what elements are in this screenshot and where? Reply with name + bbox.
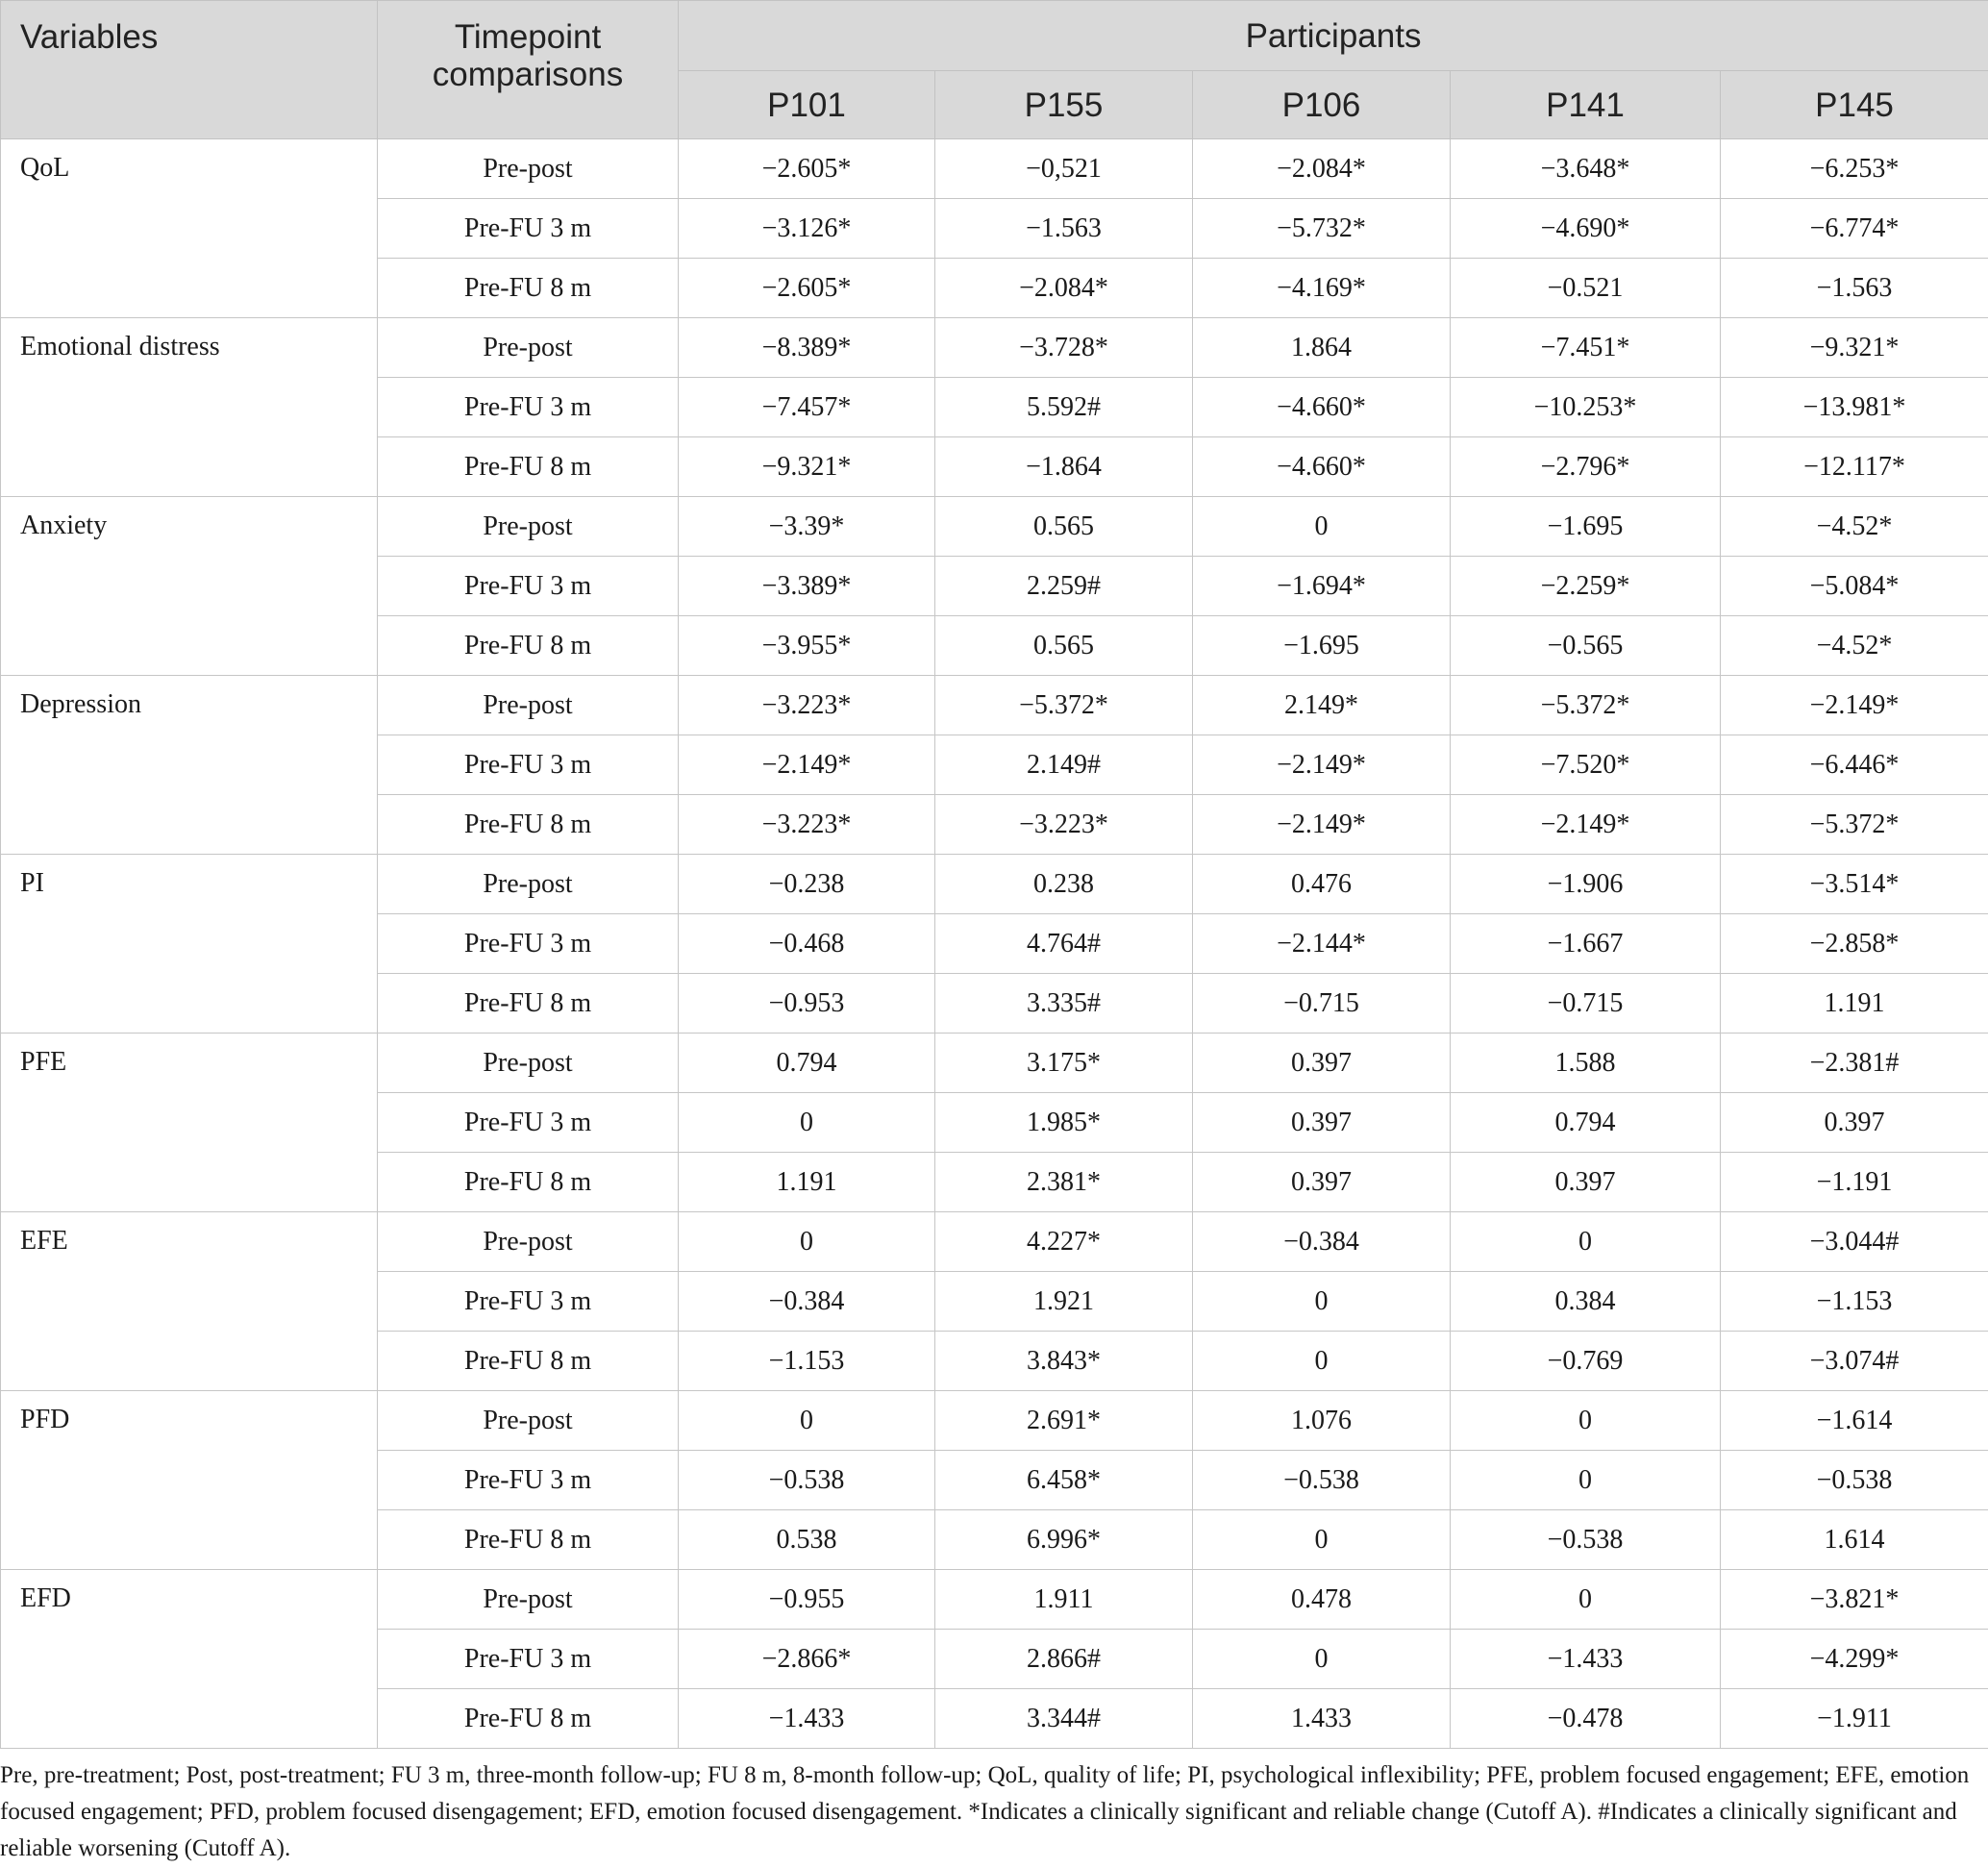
- table-row: [1, 676, 1988, 735]
- value-cell: −2.381#: [1721, 1034, 1988, 1093]
- value-cell: 0.794: [679, 1034, 935, 1093]
- timepoint-label: Pre-FU 8 m: [378, 1332, 679, 1391]
- value-cell: 0.397: [1193, 1034, 1451, 1093]
- variable-name: QoL: [1, 139, 378, 318]
- value-cell: −0.384: [1193, 1212, 1451, 1272]
- table-row: [1, 1212, 1988, 1272]
- variable-name: Emotional distress: [1, 318, 378, 497]
- table-row: [1, 1570, 1988, 1630]
- header-participants: Participants: [679, 1, 1988, 71]
- value-cell: −9.321*: [679, 437, 935, 497]
- value-cell: −0.538: [1721, 1451, 1988, 1510]
- variable-name: Depression: [1, 676, 378, 855]
- value-cell: 2.149*: [1193, 676, 1451, 735]
- value-cell: 0.397: [1451, 1153, 1721, 1212]
- value-cell: −0.468: [679, 914, 935, 974]
- timepoint-label: Pre-FU 8 m: [378, 616, 679, 676]
- timepoint-label: Pre-FU 8 m: [378, 974, 679, 1034]
- value-cell: −1.695: [1451, 497, 1721, 557]
- value-cell: −0.538: [1193, 1451, 1451, 1510]
- timepoint-label: Pre-FU 3 m: [378, 1272, 679, 1332]
- value-cell: −9.321*: [1721, 318, 1988, 378]
- timepoint-label: Pre-FU 3 m: [378, 735, 679, 795]
- value-cell: −5.372*: [935, 676, 1193, 735]
- value-cell: 0.397: [1193, 1153, 1451, 1212]
- timepoint-label: Pre-FU 8 m: [378, 1510, 679, 1570]
- value-cell: −10.253*: [1451, 378, 1721, 437]
- timepoint-label: Pre-post: [378, 139, 679, 199]
- value-cell: −2.149*: [1721, 676, 1988, 735]
- table-row: [1, 1391, 1988, 1451]
- value-cell: 0: [1451, 1451, 1721, 1510]
- header-timepoint-comparisons: Timepoint comparisons: [378, 1, 679, 139]
- value-cell: 3.344#: [935, 1689, 1193, 1749]
- value-cell: 0.478: [1193, 1570, 1451, 1630]
- value-cell: −3.223*: [679, 676, 935, 735]
- timepoint-label: Pre-FU 8 m: [378, 1689, 679, 1749]
- timepoint-label: Pre-FU 3 m: [378, 1630, 679, 1689]
- value-cell: 0: [679, 1391, 935, 1451]
- value-cell: −1.191: [1721, 1153, 1988, 1212]
- header-participant-p106: P106: [1193, 71, 1451, 139]
- value-cell: 0.384: [1451, 1272, 1721, 1332]
- value-cell: −1.906: [1451, 855, 1721, 914]
- value-cell: −8.389*: [679, 318, 935, 378]
- value-cell: 0.238: [935, 855, 1193, 914]
- value-cell: −0.953: [679, 974, 935, 1034]
- value-cell: −2.259*: [1451, 557, 1721, 616]
- value-cell: 2.149#: [935, 735, 1193, 795]
- value-cell: −5.372*: [1721, 795, 1988, 855]
- value-cell: 1.864: [1193, 318, 1451, 378]
- timepoint-label: Pre-FU 3 m: [378, 199, 679, 259]
- value-cell: 5.592#: [935, 378, 1193, 437]
- timepoint-label: Pre-FU 3 m: [378, 1093, 679, 1153]
- value-cell: −2.866*: [679, 1630, 935, 1689]
- timepoint-label: Pre-post: [378, 1391, 679, 1451]
- timepoint-label: Pre-FU 8 m: [378, 259, 679, 318]
- timepoint-label: Pre-FU 3 m: [378, 1451, 679, 1510]
- value-cell: −3.223*: [935, 795, 1193, 855]
- value-cell: 2.259#: [935, 557, 1193, 616]
- value-cell: −1.667: [1451, 914, 1721, 974]
- value-cell: −3.514*: [1721, 855, 1988, 914]
- value-cell: −0.238: [679, 855, 935, 914]
- timepoint-label: Pre-post: [378, 497, 679, 557]
- value-cell: −5.084*: [1721, 557, 1988, 616]
- value-cell: −2.796*: [1451, 437, 1721, 497]
- value-cell: 0: [679, 1212, 935, 1272]
- header-variables: Variables: [1, 1, 378, 139]
- value-cell: 2.381*: [935, 1153, 1193, 1212]
- value-cell: −0.565: [1451, 616, 1721, 676]
- value-cell: −13.981*: [1721, 378, 1988, 437]
- value-cell: −3.648*: [1451, 139, 1721, 199]
- table-footnote: Pre, pre-treatment; Post, post-treatment; FU 3 m, three-month follow-up; FU 8 m, 8-month follow-up; QoL, quality of life; PI, psychological inflexibility; PFE, problem focused engagement; EFE, emotion focused engagement; PFD, problem focused disengagement; EFD, emotion focused disengagement. *Indicates a clinically significant and reliable change (Cutoff A). #Indicates a clinically significant and reliable worsening (Cutoff A).: [0, 1762, 1970, 1861]
- header-participant-p141: P141: [1451, 71, 1721, 139]
- value-cell: 0: [1193, 1332, 1451, 1391]
- value-cell: 0: [1193, 1510, 1451, 1570]
- value-cell: 4.227*: [935, 1212, 1193, 1272]
- header-participant-p155: P155: [935, 71, 1193, 139]
- table-row: [1, 855, 1988, 914]
- table-row: [1, 139, 1988, 199]
- value-cell: 1.911: [935, 1570, 1193, 1630]
- value-cell: −1.433: [679, 1689, 935, 1749]
- value-cell: −2.149*: [679, 735, 935, 795]
- value-cell: −2.084*: [935, 259, 1193, 318]
- timepoint-label: Pre-post: [378, 676, 679, 735]
- value-cell: −4.52*: [1721, 497, 1988, 557]
- value-cell: −2.149*: [1193, 795, 1451, 855]
- value-cell: −4.690*: [1451, 199, 1721, 259]
- variable-name: PFE: [1, 1034, 378, 1212]
- value-cell: −1.153: [679, 1332, 935, 1391]
- value-cell: 0.397: [1193, 1093, 1451, 1153]
- timepoint-label: Pre-FU 8 m: [378, 795, 679, 855]
- table-row: [1, 1034, 1988, 1093]
- table-header: [1, 1, 1988, 139]
- value-cell: −2.149*: [1193, 735, 1451, 795]
- value-cell: 1.433: [1193, 1689, 1451, 1749]
- timepoint-label: Pre-FU 8 m: [378, 1153, 679, 1212]
- value-cell: −1.563: [1721, 259, 1988, 318]
- value-cell: 0.565: [935, 616, 1193, 676]
- value-cell: −4.52*: [1721, 616, 1988, 676]
- value-cell: 1.191: [1721, 974, 1988, 1034]
- value-cell: −1.563: [935, 199, 1193, 259]
- value-cell: 0.397: [1721, 1093, 1988, 1153]
- value-cell: −1.694*: [1193, 557, 1451, 616]
- value-cell: 0: [1193, 1630, 1451, 1689]
- value-cell: −6.446*: [1721, 735, 1988, 795]
- variable-name: PFD: [1, 1391, 378, 1570]
- timepoint-label: Pre-post: [378, 1034, 679, 1093]
- header-participant-p101: P101: [679, 71, 935, 139]
- timepoint-label: Pre-FU 8 m: [378, 437, 679, 497]
- variable-name: EFE: [1, 1212, 378, 1391]
- header-participant-p145: P145: [1721, 71, 1988, 139]
- value-cell: 1.191: [679, 1153, 935, 1212]
- value-cell: −3.074#: [1721, 1332, 1988, 1391]
- value-cell: 3.843*: [935, 1332, 1193, 1391]
- value-cell: 1.076: [1193, 1391, 1451, 1451]
- value-cell: 0: [1451, 1391, 1721, 1451]
- variable-name: PI: [1, 855, 378, 1034]
- value-cell: −3.39*: [679, 497, 935, 557]
- value-cell: −0.769: [1451, 1332, 1721, 1391]
- value-cell: −7.457*: [679, 378, 935, 437]
- value-cell: −7.451*: [1451, 318, 1721, 378]
- value-cell: 3.175*: [935, 1034, 1193, 1093]
- value-cell: −3.821*: [1721, 1570, 1988, 1630]
- value-cell: −1.911: [1721, 1689, 1988, 1749]
- value-cell: −4.660*: [1193, 378, 1451, 437]
- value-cell: −0.478: [1451, 1689, 1721, 1749]
- value-cell: −0.715: [1451, 974, 1721, 1034]
- value-cell: −0.715: [1193, 974, 1451, 1034]
- value-cell: −2.144*: [1193, 914, 1451, 974]
- value-cell: −0.955: [679, 1570, 935, 1630]
- value-cell: −4.299*: [1721, 1630, 1988, 1689]
- value-cell: −3.728*: [935, 318, 1193, 378]
- value-cell: −3.044#: [1721, 1212, 1988, 1272]
- value-cell: −1.695: [1193, 616, 1451, 676]
- value-cell: −5.372*: [1451, 676, 1721, 735]
- timepoint-label: Pre-FU 3 m: [378, 378, 679, 437]
- timepoint-label: Pre-FU 3 m: [378, 557, 679, 616]
- value-cell: −4.660*: [1193, 437, 1451, 497]
- timepoint-label: Pre-post: [378, 318, 679, 378]
- value-cell: 0.794: [1451, 1093, 1721, 1153]
- value-cell: −2.084*: [1193, 139, 1451, 199]
- timepoint-label: Pre-post: [378, 1212, 679, 1272]
- value-cell: 0: [679, 1093, 935, 1153]
- value-cell: −2.605*: [679, 259, 935, 318]
- value-cell: 1.921: [935, 1272, 1193, 1332]
- value-cell: 6.458*: [935, 1451, 1193, 1510]
- value-cell: −1.153: [1721, 1272, 1988, 1332]
- value-cell: 2.691*: [935, 1391, 1193, 1451]
- value-cell: 2.866#: [935, 1630, 1193, 1689]
- value-cell: 0: [1193, 497, 1451, 557]
- value-cell: 0: [1193, 1272, 1451, 1332]
- value-cell: 6.996*: [935, 1510, 1193, 1570]
- value-cell: −6.253*: [1721, 139, 1988, 199]
- value-cell: −0.538: [679, 1451, 935, 1510]
- timepoint-label: Pre-post: [378, 855, 679, 914]
- value-cell: 1.614: [1721, 1510, 1988, 1570]
- value-cell: 0: [1451, 1570, 1721, 1630]
- value-cell: 4.764#: [935, 914, 1193, 974]
- value-cell: −0.538: [1451, 1510, 1721, 1570]
- value-cell: −1.433: [1451, 1630, 1721, 1689]
- value-cell: −3.126*: [679, 199, 935, 259]
- value-cell: −1.864: [935, 437, 1193, 497]
- value-cell: −7.520*: [1451, 735, 1721, 795]
- value-cell: 1.985*: [935, 1093, 1193, 1153]
- variable-name: Anxiety: [1, 497, 378, 676]
- value-cell: −1.614: [1721, 1391, 1988, 1451]
- value-cell: −3.955*: [679, 616, 935, 676]
- value-cell: 0: [1451, 1212, 1721, 1272]
- table-body: [1, 139, 1988, 1749]
- table-row: [1, 497, 1988, 557]
- value-cell: −2.605*: [679, 139, 935, 199]
- value-cell: −0.521: [1451, 259, 1721, 318]
- value-cell: −12.117*: [1721, 437, 1988, 497]
- value-cell: −3.389*: [679, 557, 935, 616]
- value-cell: −0.384: [679, 1272, 935, 1332]
- value-cell: −4.169*: [1193, 259, 1451, 318]
- value-cell: −2.149*: [1451, 795, 1721, 855]
- value-cell: −3.223*: [679, 795, 935, 855]
- value-cell: 0.476: [1193, 855, 1451, 914]
- value-cell: 3.335#: [935, 974, 1193, 1034]
- table-row: [1, 318, 1988, 378]
- value-cell: −2.858*: [1721, 914, 1988, 974]
- timepoint-label: Pre-post: [378, 1570, 679, 1630]
- value-cell: −0,521: [935, 139, 1193, 199]
- timepoint-label: Pre-FU 3 m: [378, 914, 679, 974]
- value-cell: −6.774*: [1721, 199, 1988, 259]
- value-cell: 0.565: [935, 497, 1193, 557]
- value-cell: 0.538: [679, 1510, 935, 1570]
- value-cell: −5.732*: [1193, 199, 1451, 259]
- variable-name: EFD: [1, 1570, 378, 1749]
- value-cell: 1.588: [1451, 1034, 1721, 1093]
